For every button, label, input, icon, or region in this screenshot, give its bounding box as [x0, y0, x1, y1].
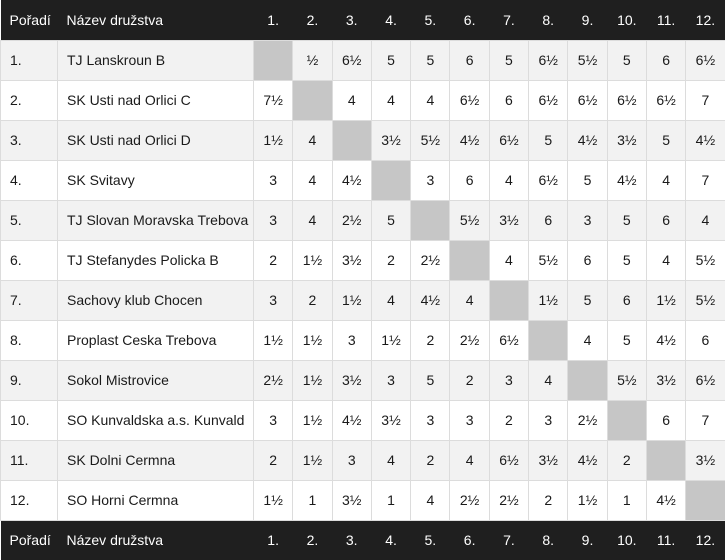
score-cell: 3 — [489, 360, 528, 400]
score-cell: 5 — [607, 320, 646, 360]
row-rank: 3. — [1, 120, 58, 160]
score-cell: 3½ — [371, 400, 410, 440]
score-cell: 3 — [529, 400, 568, 440]
score-cell: 6½ — [529, 160, 568, 200]
score-cell: 2½ — [450, 320, 489, 360]
score-cell: 6 — [529, 200, 568, 240]
row-team-name: Sokol Mistrovice — [58, 360, 254, 400]
score-cell: 3½ — [332, 480, 371, 520]
score-cell: 1 — [371, 480, 410, 520]
score-cell: 4½ — [332, 160, 371, 200]
row-team-name: SK Svitavy — [58, 160, 254, 200]
score-cell: 6 — [646, 40, 685, 80]
score-cell: 1½ — [254, 480, 293, 520]
score-cell: 3½ — [489, 200, 528, 240]
diagonal-cell — [293, 80, 332, 120]
header-col-5: 5. — [424, 11, 437, 28]
diagonal-cell — [254, 40, 293, 80]
score-cell: 2½ — [254, 360, 293, 400]
score-cell: 5½ — [686, 240, 725, 280]
score-cell: 4 — [293, 160, 332, 200]
score-cell: 2½ — [411, 240, 450, 280]
score-cell: 2 — [411, 440, 450, 480]
score-cell: 1½ — [293, 240, 332, 280]
row-team-name: Sachovy klub Chocen — [58, 280, 254, 320]
score-cell: 4½ — [568, 440, 607, 480]
score-cell: 5½ — [568, 40, 607, 80]
diagonal-cell — [411, 200, 450, 240]
score-cell: 2 — [450, 360, 489, 400]
score-cell: 4 — [371, 440, 410, 480]
score-cell: 4½ — [607, 160, 646, 200]
row-team-name: SK Usti nad Orlici C — [58, 80, 254, 120]
score-cell: 4 — [646, 160, 685, 200]
score-cell: 2 — [254, 240, 293, 280]
footer-col-2: 2. — [306, 532, 319, 549]
score-cell: 4½ — [686, 120, 725, 160]
header-col-3: 3. — [345, 11, 358, 28]
header-rank: Pořadí — [9, 11, 51, 28]
diagonal-cell — [646, 440, 685, 480]
header-col-10: 10. — [617, 11, 637, 28]
score-cell: 4 — [411, 80, 450, 120]
row-rank: 11. — [1, 440, 58, 480]
row-rank: 10. — [1, 400, 58, 440]
header-col-7: 7. — [503, 11, 515, 28]
score-cell: 6½ — [489, 120, 528, 160]
score-cell: 4½ — [646, 320, 685, 360]
score-cell: 3 — [332, 320, 371, 360]
header-col-11: 11. — [656, 11, 676, 28]
score-cell: 3½ — [371, 120, 410, 160]
score-cell: 5 — [529, 120, 568, 160]
score-cell: 4½ — [646, 480, 685, 520]
score-cell: 3 — [411, 160, 450, 200]
row-team-name: SO Kunvaldska a.s. Kunvald — [58, 400, 254, 440]
row-team-name: Proplast Ceska Trebova — [58, 320, 254, 360]
footer-col-1: 1. — [267, 532, 279, 549]
score-cell: 4 — [489, 240, 528, 280]
diagonal-cell — [450, 240, 489, 280]
score-cell: 6 — [646, 200, 685, 240]
score-cell: 6½ — [686, 360, 725, 400]
table-body — [1, 40, 725, 520]
score-cell: 4 — [450, 280, 489, 320]
score-cell: 2 — [529, 480, 568, 520]
score-cell: 3½ — [646, 360, 685, 400]
score-cell: 6½ — [450, 80, 489, 120]
score-cell: 7 — [686, 400, 725, 440]
diagonal-cell — [607, 400, 646, 440]
score-cell: 1½ — [568, 480, 607, 520]
score-cell: 5½ — [686, 280, 725, 320]
table-row — [1, 120, 725, 160]
score-cell: 6 — [646, 400, 685, 440]
score-cell: 6 — [568, 240, 607, 280]
diagonal-cell — [332, 120, 371, 160]
row-rank: 8. — [1, 320, 58, 360]
score-cell: 1½ — [254, 120, 293, 160]
row-team-name: TJ Stefanydes Policka B — [58, 240, 254, 280]
score-cell: 5 — [646, 120, 685, 160]
header-team: Název družstva — [66, 11, 163, 28]
footer-col-6: 6. — [463, 532, 476, 549]
row-rank: 12. — [1, 480, 58, 520]
footer-col-4: 4. — [385, 532, 397, 549]
footer-col-10: 10. — [617, 532, 637, 549]
score-cell: 4 — [686, 200, 725, 240]
score-cell: 2½ — [489, 480, 528, 520]
score-cell: 6 — [607, 280, 646, 320]
footer-col-12: 12. — [695, 532, 716, 549]
score-cell: 3½ — [686, 440, 725, 480]
score-cell: 2 — [254, 440, 293, 480]
score-cell: 2½ — [450, 480, 489, 520]
table-row — [1, 480, 725, 520]
score-cell: 5 — [371, 40, 410, 80]
score-cell: ½ — [293, 40, 332, 80]
footer-col-8: 8. — [542, 532, 555, 549]
score-cell: 2 — [489, 400, 528, 440]
score-cell: 3 — [450, 400, 489, 440]
table-row — [1, 200, 725, 240]
score-cell: 5½ — [529, 240, 568, 280]
header-col-6: 6. — [463, 11, 476, 28]
score-cell: 3 — [411, 400, 450, 440]
score-cell: 6 — [450, 40, 489, 80]
score-cell: 3 — [332, 440, 371, 480]
table-row — [1, 40, 725, 80]
score-cell: 3 — [568, 200, 607, 240]
table-row — [1, 280, 725, 320]
score-cell: 6½ — [607, 80, 646, 120]
score-cell: 1½ — [529, 280, 568, 320]
score-cell: 7 — [686, 80, 725, 120]
row-rank: 1. — [1, 40, 58, 80]
table-row — [1, 320, 725, 360]
diagonal-cell — [489, 280, 528, 320]
diagonal-cell — [529, 320, 568, 360]
score-cell: 1 — [293, 480, 332, 520]
score-cell: 2 — [607, 440, 646, 480]
score-cell: 2 — [293, 280, 332, 320]
score-cell: 2½ — [332, 200, 371, 240]
footer-col-5: 5. — [424, 532, 437, 549]
score-cell: 1½ — [293, 440, 332, 480]
score-cell: 2½ — [568, 400, 607, 440]
score-cell: 1½ — [646, 280, 685, 320]
diagonal-cell — [371, 160, 410, 200]
row-rank: 7. — [1, 280, 58, 320]
score-cell: 5 — [371, 200, 410, 240]
header-col-8: 8. — [542, 11, 555, 28]
row-rank: 2. — [1, 80, 58, 120]
footer-team: Název družstva — [66, 532, 163, 549]
row-rank: 5. — [1, 200, 58, 240]
score-cell: 6½ — [489, 440, 528, 480]
score-cell: 4 — [529, 360, 568, 400]
score-cell: 7½ — [254, 80, 293, 120]
score-cell: 5 — [607, 200, 646, 240]
score-cell: 6½ — [529, 80, 568, 120]
score-cell: 4½ — [568, 120, 607, 160]
score-cell: 5 — [489, 40, 528, 80]
row-rank: 9. — [1, 360, 58, 400]
score-cell: 4½ — [332, 400, 371, 440]
score-cell: 4 — [568, 320, 607, 360]
score-cell: 1½ — [254, 320, 293, 360]
score-cell: 3 — [254, 160, 293, 200]
score-cell: 3 — [254, 280, 293, 320]
footer-row — [1, 520, 725, 560]
diagonal-cell — [686, 480, 725, 520]
score-cell: 5 — [411, 40, 450, 80]
score-cell: 6½ — [332, 40, 371, 80]
score-cell: 3 — [371, 360, 410, 400]
score-cell: 3 — [254, 200, 293, 240]
score-cell: 3½ — [332, 360, 371, 400]
row-rank: 6. — [1, 240, 58, 280]
header-col-12: 12. — [695, 11, 716, 28]
score-cell: 1½ — [293, 360, 332, 400]
footer-col-7: 7. — [503, 532, 515, 549]
score-cell: 6½ — [529, 40, 568, 80]
score-cell: 4 — [293, 200, 332, 240]
footer-col-3: 3. — [345, 532, 358, 549]
score-cell: 4 — [411, 480, 450, 520]
score-cell: 7 — [686, 160, 725, 200]
row-team-name: SO Horni Cermna — [58, 480, 254, 520]
score-cell: 5 — [568, 160, 607, 200]
score-cell: 3 — [254, 400, 293, 440]
score-cell: 4 — [371, 280, 410, 320]
score-cell: 3½ — [607, 120, 646, 160]
score-cell: 6 — [489, 80, 528, 120]
score-cell: 5 — [568, 280, 607, 320]
score-cell: 4 — [646, 240, 685, 280]
table-row — [1, 80, 725, 120]
score-cell: 5½ — [607, 360, 646, 400]
footer-rank: Pořadí — [9, 532, 51, 549]
score-cell: 5 — [411, 360, 450, 400]
score-cell: 5½ — [411, 120, 450, 160]
score-cell: 4 — [450, 440, 489, 480]
score-cell: 3½ — [332, 240, 371, 280]
score-cell: 3½ — [529, 440, 568, 480]
score-cell: 5 — [607, 240, 646, 280]
score-cell: 6 — [450, 160, 489, 200]
footer-col-9: 9. — [581, 532, 594, 549]
row-team-name: TJ Lanskroun B — [58, 40, 254, 80]
diagonal-cell — [568, 360, 607, 400]
score-cell: 6 — [686, 320, 725, 360]
score-cell: 4 — [293, 120, 332, 160]
score-cell: 1½ — [293, 320, 332, 360]
header-col-1: 1. — [267, 11, 279, 28]
table-row — [1, 360, 725, 400]
row-rank: 4. — [1, 160, 58, 200]
score-cell: 2 — [411, 320, 450, 360]
score-cell: 1 — [607, 480, 646, 520]
row-team-name: SK Usti nad Orlici D — [58, 120, 254, 160]
score-cell: 6½ — [568, 80, 607, 120]
table-row — [1, 240, 725, 280]
score-cell: 4 — [371, 80, 410, 120]
score-cell: 5 — [607, 40, 646, 80]
score-cell: 2 — [371, 240, 410, 280]
table-row — [1, 160, 725, 200]
score-cell: 1½ — [332, 280, 371, 320]
score-cell: 1½ — [371, 320, 410, 360]
row-team-name: SK Dolni Cermna — [58, 440, 254, 480]
score-cell: 4½ — [411, 280, 450, 320]
header-col-9: 9. — [581, 11, 594, 28]
score-cell: 6½ — [686, 40, 725, 80]
header-col-2: 2. — [306, 11, 319, 28]
score-cell: 4 — [489, 160, 528, 200]
score-cell: 5½ — [450, 200, 489, 240]
table-row — [1, 440, 725, 480]
header-row — [1, 0, 725, 40]
score-cell: 6½ — [646, 80, 685, 120]
score-cell: 6½ — [489, 320, 528, 360]
footer-col-11: 11. — [656, 532, 676, 549]
header-col-4: 4. — [385, 11, 397, 28]
row-team-name: TJ Slovan Moravska Trebova — [58, 200, 254, 240]
score-cell: 4½ — [450, 120, 489, 160]
score-cell: 1½ — [293, 400, 332, 440]
table-row — [1, 400, 725, 440]
score-cell: 4 — [332, 80, 371, 120]
